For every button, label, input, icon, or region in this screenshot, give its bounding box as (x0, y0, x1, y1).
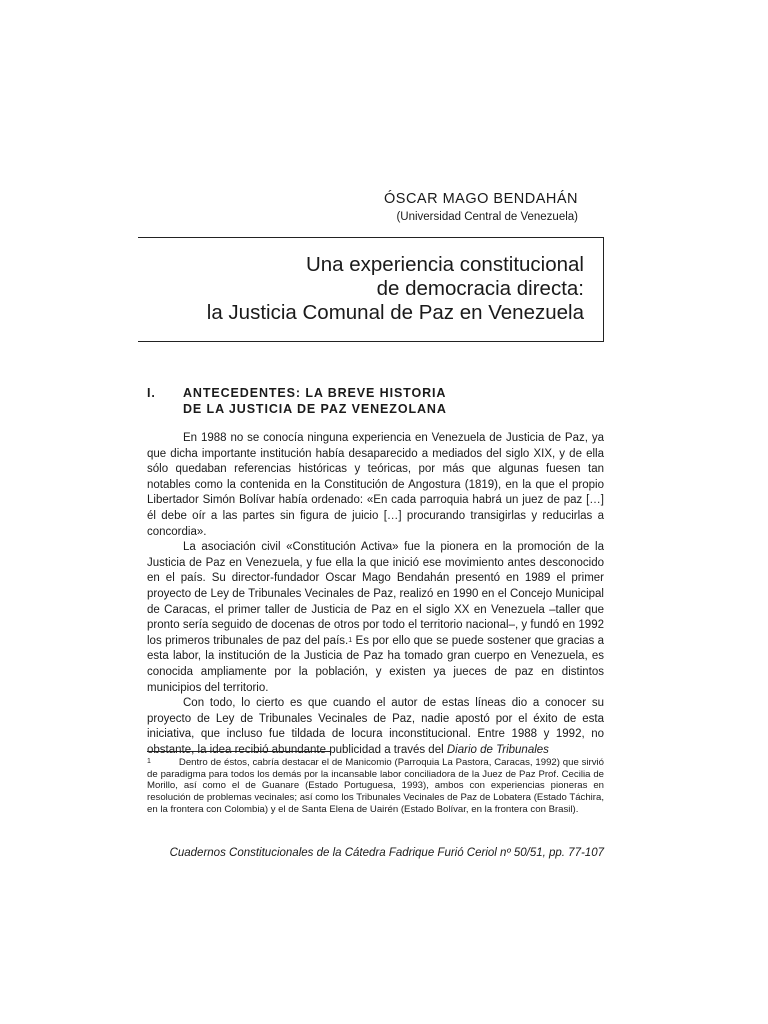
section-title-line-2: DE LA JUSTICIA DE PAZ VENEZOLANA (183, 401, 447, 416)
section-title-line-1: ANTECEDENTES: LA BREVE HISTORIA (183, 386, 447, 400)
section-title (183, 386, 603, 417)
footnote (147, 757, 604, 816)
title-box-bottom-rule (138, 341, 604, 342)
author-block (138, 190, 578, 225)
title-box-top-rule (138, 237, 604, 238)
paragraph-3-text: Con todo, lo cierto es que cuando el autor de estas líneas dio a conocer su proyecto de Ley de Tribunales Vecinales de Paz, nadie apostó por el éxito de esta iniciativa, que incluso fue tildada de locura inconstitucional. Entre 1988 y 1992, no obstante, la idea recibió abundante publicidad a través del (147, 697, 604, 756)
paragraph-1: En 1988 no se conocía ninguna experiencia en Venezuela de Justicia de Paz, ya que dicha importante institución había desaparecido a mediados del siglo XIX, y de ella sólo quedaban referencias históricas y teóricas, por más que algunas fuesen tan notables como la contenida en la Constitución de Angostura (1819), en la que el propio Libertador Simón Bolívar había ordenado: «En cada parroquia habrá un juez de paz […] él debe oír a las partes sin figura de juicio […] procurando transigirlas y reducirlas a concordia». (147, 432, 604, 538)
journal-citation: Cuadernos Constitucionales de la Cátedra Fadrique Furió Ceriol nº 50/51, pp. 77-107 (169, 847, 604, 859)
title-box-right-rule (603, 237, 604, 341)
body-text (147, 431, 604, 758)
paragraph-2-text-b: Es por ello que se puede sostener que gracias a esta labor, la institución de la Justicia de Paz ha tomado gran cuerpo en Venezuela, es conocida ampliamente por la población, y existen ya jueces de paz en distintos municipios del territorio. (147, 634, 605, 694)
author-affiliation: (Universidad Central de Venezuela) (396, 211, 578, 223)
footnote-separator (147, 751, 331, 752)
author-name: ÓSCAR MAGO BENDAHÁN (384, 191, 578, 207)
footnote-reference: 1 (348, 636, 353, 644)
section-number: I. (147, 386, 156, 400)
paragraph-3-italic: Diario de Tribunales (446, 743, 549, 756)
article-title (150, 253, 584, 325)
title-line-2: de democracia directa: (376, 277, 584, 300)
paragraph-2 (147, 540, 604, 696)
title-line-1: Una experiencia constitucional (305, 253, 584, 276)
paragraph-2-text-a: La asociación civil «Constitución Activa» fue la pionera en la promoción de la Justicia de Paz en Venezuela, y fue ella la que inició ese movimiento antes desconocido en el país. Su director-fundador Oscar Mago Bendahán presentó en 1989 el primer proyecto de Ley de Tribunales Vecinales de Paz, realizó en 1990 en el Concejo Municipal de Caracas, el primer taller de Justicia de Paz en el siglo XX en Venezuela –taller que pronto sería seguido de docenas de otros por todo el territorio nacional–, y fundó en 1992 los primeros tribunales de paz del país. (147, 541, 604, 647)
title-line-3: la Justicia Comunal de Paz en Venezuela (206, 301, 584, 324)
footnote-text: Dentro de éstos, cabría destacar el de Manicomio (Parroquia La Pastora, Caracas, 1992) que sirvió de paradigma para todos los demás por la incansable labor conciliadora de la Juez de Paz Prof. Cecilia de Morillo, así como el de Guanare (Estado Portuguesa, 1993), ambos con experiencias pioneras en resolución de problemas vecinales; así como los Tribunales Vecinales de Paz de Lobatera (Estado Táchira, en la frontera con Colombia) y el de Santa Elena de Uairén (Estado Bolívar, en la frontera con Brasil). (147, 757, 604, 815)
footnote-mark: 1 (147, 758, 151, 765)
paragraph-3 (147, 696, 604, 758)
